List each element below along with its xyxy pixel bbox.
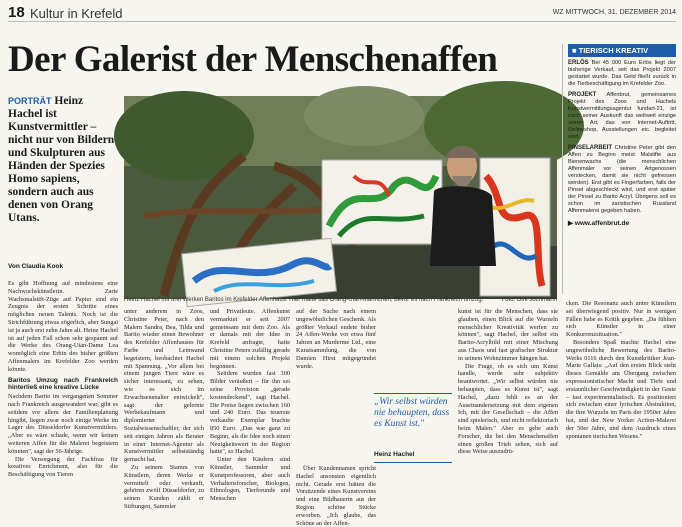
photo-credit: Foto: Dirk Jochmann bbox=[501, 297, 557, 303]
page-number: 18 bbox=[8, 4, 25, 21]
article-column-1 bbox=[8, 280, 118, 508]
affenbrut-link[interactable]: ▶ www.affenbrut.de bbox=[568, 220, 630, 227]
col3-text-c: Unter den Käufern sind Künstler, Sammler und Kunstprofessoren, aber auch Verhaltensforscher, Biologen, Ethnologen, Tierfreunde und Menschen bbox=[210, 456, 290, 503]
col4-text-b: Über Kundennamen spricht Hachel ansonsten eigentlich nicht. Gerade erst hätten die Vorsitzende eines Kunstvereins und eine Bildhauerin aus der Region schöne Stücke erworben. „Ich glaube, das Schöne an der Affen- bbox=[296, 465, 376, 527]
info-sidebar bbox=[562, 44, 676, 294]
pull-quote: „Wir selbst würden nie behaupten, dass es Kunst ist." bbox=[374, 397, 450, 429]
quote-rule-top bbox=[374, 393, 452, 394]
col1-end: Die Versorgung der Fachfrau für kreatives Enrichment, also für die Beschäftigung von Tieren bbox=[8, 455, 118, 479]
article-column-4a bbox=[296, 308, 376, 392]
lead-text: Heinz Hachel ist Kunstvermittler – nicht nur von Bildern und Skulpturen aus Händen der Spezies Homo sapiens, sondern auch aus denen von Orang Utans. bbox=[8, 95, 115, 224]
article-photo bbox=[124, 96, 557, 299]
article-column-3 bbox=[210, 308, 290, 508]
col6-text: cken. Die Resonanz auch unter Künstlern sei überwiegend positiv. Nur in wenigen Fällen habe es Kritik gegeben. „Da fühlten sich Künstler in einer Konkurrenzsituation." bbox=[566, 300, 676, 339]
caption-text: Heinz Hachel mit drei Werken Baritos im Krefelder Affenhaus. Hier malte das Orang-Utan-Männchen, bevor es nach Frankreich umzog. bbox=[124, 297, 484, 303]
pull-quote-author: Heinz Hachel bbox=[374, 451, 415, 458]
col5-text: kunst ist für die Menschen, dass sie glauben, einen Blick auf die Wurzeln menschlicher Kreativität werfen zu können", sagt Hachel, der selbst ein Barito-Acrylbild mit einer Mischung aus Chaos und fast grafischer Struktur in seinem Wohnzimmer hängen hat. bbox=[458, 308, 558, 362]
sidebar-projekt: PROJEKT Affenbrut, gemeinsames Projekt des Zoos und Hachels Kunstvermittlungsagentur fundart-21, ist nach seiner Auskunft das weltweit einzige seiner Art, das von Internet-Auftritt, Onlineshop, Ausstellungen etc. begleitet wird. bbox=[568, 92, 676, 140]
article-column-2 bbox=[124, 308, 204, 508]
col1-subheading: Baritos Umzug nach Frankreich hinterließ eine kreative Lücke bbox=[8, 376, 118, 392]
photo-caption bbox=[124, 297, 557, 303]
article-lead bbox=[8, 95, 118, 225]
article-column-6 bbox=[566, 300, 676, 508]
article-column-5 bbox=[458, 308, 558, 508]
col1-intro: Es gibt Hoffnung auf mindestens eine Nachwuchskünstlerin. Zarte Wachsmalstift-Züge auf Papier sind ein Zeugnis der ersten Schritte eines möglichen neuen Talents. Noch ist die Strichführung etwas zögerlich, aber Sungai ist ja auch erst zehn Jahre alt. Heinz Hachel ist auf jeden Fall schon sehr gespannt auf die Werke des Orang-Utan-Dame Lea womöglich eine Erbin des bisher größten Affenmalers im Krefelder Zoo werden könnte. bbox=[8, 280, 118, 373]
quote-rule-bottom bbox=[374, 462, 452, 463]
article-column-4b bbox=[296, 465, 376, 527]
byline: Von Claudia Kook bbox=[8, 263, 64, 270]
col2-text-b: Zu seinem Stamm von Künstlern, deren Werke er vermittelt oder verkauft, gehören zwölf Düsseldorfer, zu seinen Kunden zählt er Stiftungen, Sammler bbox=[124, 463, 204, 510]
sidebar-title: ■ TIERISCH KREATIV bbox=[568, 44, 676, 57]
section-title: Kultur in Krefeld bbox=[30, 6, 123, 21]
col3-text: und Privatleute. Affenkunst vermarktet er seit 2007 gemeinsam mit dem Zoo. Als er damals mit der Idee in Krefeld anfragte, hatte Christine Peters zufällig gerade mit einem solchen Projekt begonnen. bbox=[210, 308, 290, 370]
col4-text: auf der Suche nach einem ungewöhnlichen Geschenk. Als größter Verkauf endete bisher 24 Affen-Werke vor etwa fünf Jahren an Murderme Ltd., eine Kunstsammlung, die von Damien Hirst mitgegründet wurde. bbox=[296, 308, 376, 370]
photo-illustration bbox=[124, 96, 557, 299]
col2-text: unter anderem in Zoos, Christine Peter, nach den Malern Sandra, Bea, Tilda und Barito wieder einen Bewohner des Krefelder Affenhauses für Farbe und Leinwand begeistern, beobachtet Hachel mit Spannung. „Vor allem bei einem jungen Tiere wäre es sicher interessant, zu sehen, wie es sich im Erwachsenenalter entwickelt", sagt der gelernte Werbekaufmann und diplomierter Sozialwissenschaftler, der sich seit einigen Jahren als Berater in einer Internet-Agentur als Kunstvermittler selbstständig gemacht hat. bbox=[124, 308, 204, 464]
lead-kicker: PORTRÄT bbox=[8, 96, 52, 106]
sidebar-erloes: ERLÖS Bei 45 000 Euro Erlös liegt der bisherige Verkauf, seit das Projekt 2007 gestartet wurde. Das Geld fließt zurück in die Tierbeschäftigung im Krefelder Zoo. bbox=[568, 60, 676, 87]
article-headline: Der Galerist der Menschenaffen bbox=[8, 39, 498, 80]
page-header bbox=[8, 4, 676, 22]
col6-text-b: Besonders Spaß machte Hachel eine ungewöhnliche Bewertung des Barito-Werks 0116 durch den Kunstkritiker Jean-Marie Gallais: „Auf den ersten Blick steht dieses Gemälde am Übergang zwischen expressionistischer Macht und Tiefe und erstaunlicher Geschwindigkeit in der Geste – fast experimentalistisch. Es positioniert sich zwischen einer lyrischen Abstraktion, die ihre Wurzeln im Paris der 1950er Jahre hat, und der New Yorker Action-Malerei der 50er Jahre, und dem Ausdruck eines spontanen tierischen Wesens." bbox=[566, 338, 676, 440]
sidebar-pinselarbeit: PINSELARBEIT Christine Peter gibt den Affen zu Beginn meist Malstifte aus Bienenwachs (die menschlichen Affenmaler vor seinen Artgenossen verstecken, damit sie nicht gefressen werden). Erst gibt es Fingerfarben, falls der Pinsel abgeschleckt wird, und erst später der Pinsel zu Barito Acryl. Übrigens soll es schon im zaristischen Russland Affenmalerei gegeben haben. bbox=[568, 145, 676, 214]
col5-text-b: Die Frage, ob es sich um Kunst handle, werde sehr subjektiv beantwortet. „Wir selbst würden nie behaupten, dass es Kunst ist", sagt Hachel, „dazu fehlt es an der Auseinandersetzung mit dem eigenen Ich, mit der Gesellschaft – die Affen sind spielerisch, und nicht reflektorisch beim Malen." Aber es gebe auch Forscher, die bei den Menschenaffen einen großen Trieb sehen, sich auf diese Weise auszudrü- bbox=[458, 362, 558, 456]
col1-more: Nachdem Barito im vergangenen Sommer nach Frankreich ausgewandert war, gibt es seitdem vor allem der Familienplanung hingibt, liegen zwar noch einige Werke im Lager des Düsseldorfer Kunstvermittlers. „Aber es wäre schade, wenn wir keinen weiteren Affen für die Malerei begeistern könnten", sagt der 56-Jährige. bbox=[8, 393, 118, 455]
col3-text-b: Seitdem wurden fast 300 Bilder veräußert – für ihn sei seine Provision „gerade kostendeckend", sagt Hachel. Die Preise liegen zwischen 160 und 240 Euro. Das teuerste verkaufte Exemplar brachte 850 Euro. „Das war ganz zu Beginn, als die Idee noch einen Neuigkeitswert in der Region hatte", so Hachel. bbox=[210, 370, 290, 456]
dateline: WZ MITTWOCH, 31. DEZEMBER 2014 bbox=[552, 9, 676, 16]
